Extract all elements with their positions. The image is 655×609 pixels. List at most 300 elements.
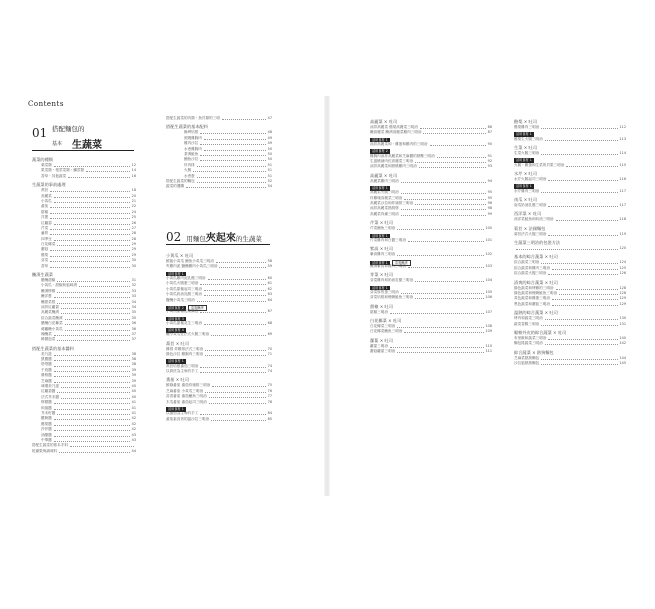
toc-entry-title: 高麗菜醃漬 <box>41 310 59 315</box>
toc-entry-title: 水煮蛋 <box>184 173 195 178</box>
toc-entry-page: 32 <box>131 283 136 288</box>
toc-entry-title: 水煮雞胸肉 <box>184 146 202 151</box>
dot-leader <box>54 436 130 437</box>
dot-leader <box>59 452 130 453</box>
variation-tag: 活用食材 1 <box>372 186 388 191</box>
toc-entry[interactable] <box>32 449 136 454</box>
dot-leader <box>541 263 617 264</box>
toc-entry[interactable] <box>166 417 272 422</box>
toc-entry-title: 味噌美乃滋 <box>41 384 59 389</box>
dot-leader <box>54 355 130 356</box>
section-heading: 溫熱的綜合蔬菜 × 吐司 <box>514 310 558 316</box>
toc-entry-title: 茶漬鮭魚 <box>184 151 199 156</box>
toc-entry-page: 71 <box>267 352 272 357</box>
toc-entry-title: 水芹雞肉三明治 <box>514 188 540 193</box>
dot-leader <box>50 207 129 208</box>
toc-entry-page: 51 <box>267 168 272 173</box>
dot-leader <box>50 267 129 268</box>
toc-entry-page: 103 <box>485 263 492 268</box>
toc-entry-page: 27 <box>131 225 136 230</box>
toc-entry-page: 120 <box>619 246 626 251</box>
toc-entry-title: 芹菜鮪魚三明治 <box>370 226 396 231</box>
section-heading: 芹菜 × 吐司 <box>370 220 393 226</box>
dot-leader <box>61 387 130 388</box>
toc-entry[interactable] <box>514 203 626 208</box>
toc-entry-page: 84 <box>267 411 272 416</box>
toc-entry-title: 酪梨生火腿三明治 <box>514 136 543 141</box>
toc-entry-page: 51 <box>267 162 272 167</box>
toc-entry-title: 小黃瓜奶油乳酪三明治 <box>166 292 202 297</box>
dot-leader <box>57 392 129 393</box>
toc-entry-title: 綜合蔬菜醃漬 <box>41 315 63 320</box>
toc-entry-title: 醃高麗菜 醃漬高麗菜雞肉三明治 <box>370 130 422 135</box>
dot-leader <box>390 347 484 348</box>
section-heading: 紫高 × 吐司 <box>370 246 393 252</box>
toc-entry-page: 40 <box>131 394 136 399</box>
toc-entry[interactable] <box>370 164 492 169</box>
toc-entry-title: 蘑菇 <box>41 247 49 252</box>
toc-entry[interactable] <box>514 271 626 276</box>
toc-entry-title: 黑色蔬菜和蘑菇三明治 <box>514 301 550 306</box>
toc-entry-title: 烤肉和蔬菜三明治 <box>514 316 543 321</box>
toc-entry[interactable] <box>370 329 492 334</box>
toc-entry-page: 70 <box>267 346 272 351</box>
toc-entry-page: 95 <box>487 195 492 200</box>
variation-tag: 活用食材 1 <box>516 158 532 163</box>
toc-entry-page: 48 <box>267 130 272 135</box>
toc-entry[interactable] <box>166 332 272 337</box>
toc-entry-page: 28 <box>131 231 136 236</box>
toc-entry-page: 87 <box>487 130 492 135</box>
dot-leader <box>70 446 134 447</box>
toc-entry-page: 34 <box>131 304 136 309</box>
toc-entry-title: 白花椰菜鮪魚三明治 <box>370 329 403 334</box>
dot-leader <box>401 182 486 183</box>
toc-entry-title: 小黃瓜火腿蛋三明治 <box>166 281 199 286</box>
toc-entry-title: 火腿・雞蛋和生菜的貝果三明治 <box>514 162 565 167</box>
dot-leader <box>197 166 266 167</box>
toc-entry-page: 38 <box>131 351 136 356</box>
chapter1-rule <box>32 150 134 151</box>
toc-entry-page: 128 <box>619 285 626 290</box>
toc-entry[interactable] <box>32 264 136 269</box>
dot-leader <box>200 155 265 156</box>
toc-entry-page: 26 <box>131 220 136 225</box>
section-heading: 菊苣 × 法國麵包 <box>514 225 546 231</box>
dot-leader <box>193 171 265 172</box>
dot-leader <box>57 414 129 415</box>
section-heading: 番茄 × 吐司 <box>166 377 189 383</box>
toc-entry-title: 炸雞塊高麗菜三明治 <box>370 195 403 200</box>
toc-entry-page: 29 <box>131 247 136 252</box>
dot-leader <box>200 284 265 285</box>
dot-leader <box>216 262 266 263</box>
section-heading: 南瓜 × 吐司 <box>514 196 537 202</box>
toc-entry-page: 129 <box>619 301 626 306</box>
dot-leader <box>54 371 130 372</box>
toc-entry-page: 16 <box>131 173 136 178</box>
toc-entry[interactable] <box>514 341 626 346</box>
toc-entry-page: 74 <box>267 369 272 373</box>
toc-entry-title: 蔬菜香腸三明治 <box>514 321 540 326</box>
dot-leader <box>57 303 129 304</box>
toc-entry-page: 78 <box>267 399 272 404</box>
toc-entry[interactable] <box>514 137 626 142</box>
toc-entry-title: 沙拉風熱狗麵包 <box>514 361 540 366</box>
toc-entry-page: 42 <box>131 416 136 421</box>
toc-entry-page: 31 <box>131 278 136 283</box>
toc-entry-page: 41 <box>131 405 136 410</box>
chapter2-title-b: 的生蔬菜 <box>235 235 262 243</box>
toc-entry-page: 58 <box>267 258 272 263</box>
dot-leader <box>204 139 266 140</box>
toc-entry-page: 43 <box>131 432 136 437</box>
dot-leader <box>548 206 617 207</box>
section-heading: 小黃瓜 × 吐司 <box>166 253 194 258</box>
toc-entry[interactable] <box>166 369 272 374</box>
toc-entry-title: 涼拌紅蘿蔔 <box>41 304 59 309</box>
toc-entry-page: 95 <box>487 190 492 195</box>
dot-leader <box>222 119 266 120</box>
dot-leader <box>548 235 617 236</box>
toc-entry[interactable] <box>370 295 492 300</box>
toc-entry-title: 千島醬 <box>41 367 52 372</box>
dot-leader <box>57 340 129 341</box>
toc-entry-title: 乾燥果與調味料 <box>32 448 58 453</box>
dot-leader <box>54 240 130 241</box>
toc-column-4 <box>514 116 626 367</box>
toc-entry-page: 22 <box>131 204 136 209</box>
toc-entry-page: 116 <box>619 176 626 181</box>
variation-tag: 活用食材 1 <box>372 233 388 238</box>
dot-leader <box>54 403 130 404</box>
dot-leader <box>54 297 130 298</box>
toc-entry-title: 芝麻番茄 小黃瓜三明治 <box>166 388 204 393</box>
toc-entry[interactable] <box>514 189 626 194</box>
toc-entry-page: 86 <box>487 124 492 129</box>
toc-entry-title: 醃漬檸檬 <box>41 288 56 293</box>
dot-leader <box>204 150 266 151</box>
toc-entry-page: 60 <box>267 275 272 280</box>
toc-entry[interactable] <box>514 217 626 222</box>
toc-entry[interactable] <box>514 246 626 251</box>
toc-entry-title: 羅勒醬 <box>41 416 52 421</box>
toc-entry-page: 110 <box>485 343 492 348</box>
dot-leader <box>50 234 129 235</box>
toc-entry-page: 111 <box>485 349 492 354</box>
variation-tag: 活用食材 3 <box>168 316 184 321</box>
toc-entry[interactable] <box>166 116 272 121</box>
toc-entry-title: 番茄 <box>41 204 49 209</box>
section-heading: 搭配生蔬菜的基本醬料 <box>32 345 74 351</box>
toc-entry-page: 29 <box>131 242 136 247</box>
toc-entry-page: 54 <box>267 184 272 189</box>
toc-entry[interactable] <box>514 361 626 366</box>
dot-leader <box>200 133 265 134</box>
toc-entry-title: 芽菜厚煎蛋三明治 <box>370 289 399 294</box>
dot-leader <box>205 350 266 351</box>
chapter1-title-pre: 基本 <box>52 141 63 147</box>
toc-entry-page: 93 <box>487 164 492 169</box>
toc-entry-page: 126 <box>619 271 626 276</box>
dot-leader <box>205 355 266 356</box>
toc-entry-title: 雞排 炸雞排法式三明治 <box>166 346 204 351</box>
toc-entry-title: 涼拌高麗菜和・雞蛋和雞肉的三明治 <box>370 141 428 146</box>
toc-entry-title: 小黃瓜甜椒花生三明治 <box>166 320 202 325</box>
dot-leader <box>50 250 129 251</box>
toc-entry-title: 芽菜 <box>41 258 49 263</box>
dot-leader <box>50 256 129 257</box>
chapter2-number: 02 <box>166 230 182 244</box>
toc-entry-title: 以萵苣為主角的手工 <box>166 369 199 373</box>
variation-tag: 活用食材 1 <box>516 132 532 137</box>
toc-entry-page: 115 <box>619 162 626 167</box>
toc-entry-title: 綜合蔬菜和雞肉三明治 <box>514 265 550 270</box>
dot-leader <box>200 414 265 415</box>
toc-entry-title: 綠色蔬菜和煙燻鮭魚三明治 <box>514 291 558 296</box>
toc-entry-title: 小黃瓜雞肉泥乳酪三明治 <box>166 275 206 280</box>
toc-entry-title: 白花椰菜三明治 <box>370 323 396 328</box>
dot-leader <box>516 249 618 250</box>
toc-entry-title: 小黃瓜・甜椒和風味漬 <box>41 283 77 288</box>
toc-entry-page: 34 <box>131 299 136 304</box>
toc-entry-page: 12 <box>131 162 136 167</box>
toc-entry-title: 辣醃菜 <box>41 331 52 336</box>
toc-entry-page: 36 <box>131 326 136 331</box>
toc-entry-title: 甜椒 <box>41 209 49 214</box>
toc-entry-page: 29 <box>131 252 136 257</box>
dot-leader <box>54 430 130 431</box>
dot-leader <box>404 332 483 333</box>
dot-leader <box>437 157 486 158</box>
toc-entry-page: 47 <box>267 115 272 120</box>
toc-entry-page: 63 <box>267 292 272 297</box>
toc-entry-title: 搭配生蔬菜的肉類・魚貝類的三明 <box>166 115 220 120</box>
dot-leader <box>61 308 130 309</box>
dot-leader <box>50 218 129 219</box>
chapter2-heading <box>166 226 262 245</box>
toc-entry-page: 35 <box>131 310 136 315</box>
toc-entry-title: 白花椰菜 <box>41 242 56 247</box>
variation-subtag: 清爽醃漬 <box>188 305 207 311</box>
toc-entry[interactable] <box>514 232 626 237</box>
toc-entry-title: 布里歐和蔬菜三明治 <box>514 335 547 340</box>
toc-entry-title: 高麗菜 <box>41 193 52 198</box>
variation-tag: 活用食材 1 <box>372 260 388 265</box>
dot-leader <box>541 128 617 129</box>
dot-leader <box>397 229 483 230</box>
dot-leader <box>61 398 130 399</box>
toc-entry-title: 涼拌高麗菜熱狗堡 <box>370 206 399 211</box>
dot-leader <box>57 292 129 293</box>
toc-entry-page: 105 <box>485 289 492 294</box>
dot-leader <box>390 313 484 314</box>
dot-leader <box>54 376 130 377</box>
toc-entry-page: 37 <box>131 331 136 336</box>
toc-entry-title: 水芹火腿起司三明治 <box>514 176 547 181</box>
toc-entry-title: 菊苣法式火腿三明治 <box>514 231 547 236</box>
chapter1-title-big: 生蔬菜 <box>72 140 102 151</box>
toc-entry-title: 蔬菜的選購 <box>166 184 184 189</box>
toc-entry-page: 14 <box>131 168 136 173</box>
toc-entry-title: 鮮蔬小黃瓜 鮪魚小黃瓜三明治 <box>166 258 214 263</box>
toc-entry-title: 中華醬 <box>41 437 52 442</box>
toc-entry-title: 甜椒三明治 <box>370 309 388 314</box>
toc-entry[interactable] <box>370 310 492 315</box>
dot-leader <box>552 299 618 300</box>
toc-entry[interactable] <box>514 322 626 327</box>
toc-entry-page: 92 <box>487 158 492 163</box>
toc-entry-title: 蘆筍 <box>41 231 49 236</box>
toc-entry-page: 25 <box>131 215 136 220</box>
toc-entry-title: 西洋菜鮭魚和奶油三明治 <box>514 217 554 222</box>
dot-leader <box>65 330 130 331</box>
toc-entry-title: 莎莎醬 <box>41 427 52 432</box>
toc-entry-page: 36 <box>131 321 136 326</box>
toc-entry-title: 紅蘿蔔醬 <box>41 389 56 394</box>
toc-entry-title: 涼拌高麗菜和照燒雞肉三明治 <box>370 164 417 169</box>
section-heading: 生蔬菜的事前處理 <box>32 182 66 188</box>
dot-leader <box>401 209 486 210</box>
toc-entry-page: 74 <box>267 363 272 368</box>
dot-leader <box>401 293 484 294</box>
toc-entry-title: 麵包捲蔬菜三明治 <box>514 341 543 346</box>
toc-entry-title: 四季豆 <box>41 236 52 241</box>
toc-entry-page: 49 <box>267 141 272 146</box>
section-heading: 萵苣 × 吐司 <box>166 340 189 346</box>
dot-leader <box>54 425 130 426</box>
section-heading: 醃漬生蔬菜 <box>32 272 53 278</box>
dot-leader <box>200 160 265 161</box>
dot-leader <box>556 289 618 290</box>
toc-entry-page: 77 <box>267 394 272 399</box>
toc-entry[interactable] <box>514 302 626 307</box>
dot-leader <box>408 241 484 242</box>
toc-entry[interactable] <box>370 349 492 354</box>
dot-leader <box>54 224 130 225</box>
toc-entry-title: 黃色蔬菜和雞蛋三明治 <box>514 296 550 301</box>
toc-entry-page: 113 <box>619 136 626 141</box>
toc-entry-page: 130 <box>619 316 626 321</box>
dot-leader <box>54 166 130 167</box>
dot-leader <box>54 202 130 203</box>
dot-leader <box>204 290 266 291</box>
dot-leader <box>219 267 265 268</box>
toc-entry-page: 91 <box>487 153 492 158</box>
variation-tag: 活用食材 1 <box>372 137 388 142</box>
toc-entry-page: 30 <box>131 263 136 268</box>
toc-entry-page: 118 <box>619 217 626 222</box>
toc-entry-title: 蒔蘿醃小黃瓜 <box>41 326 63 331</box>
toc-entry-title: 芽菜培根和煙燻鮭魚三明治 <box>370 295 414 300</box>
toc-entry[interactable] <box>370 264 492 269</box>
toc-entry-title: 芝麻菜熱狗麵包 <box>514 355 540 360</box>
toc-entry-title: 酪梨 <box>41 252 49 257</box>
dot-leader <box>61 313 130 314</box>
toc-entry-page: 21 <box>131 198 136 203</box>
dot-leader <box>408 267 484 268</box>
dot-leader <box>552 269 618 270</box>
dot-leader <box>65 319 130 320</box>
dot-leader <box>54 409 130 410</box>
dot-leader <box>415 281 483 282</box>
toc-column-2b <box>166 250 272 422</box>
toc-entry-title: 萵苣 <box>41 188 49 193</box>
variation-tag: 活用食材 1 <box>168 406 184 411</box>
toc-entry-title: 生菜火腿三明治 <box>514 150 540 155</box>
toc-entry-page: 33 <box>131 294 136 299</box>
toc-entry-title: 小黃瓜甜椒起司三明治 <box>166 286 202 291</box>
book-gutter <box>324 96 330 496</box>
toc-entry-title: 酥烤培根 <box>184 130 199 135</box>
contents-label: Contents <box>28 100 64 108</box>
dot-leader <box>548 339 617 340</box>
toc-entry-title: 萵苣培根番茄三明治 <box>166 363 199 368</box>
toc-entry-title: 美乃滋 <box>41 351 52 356</box>
toc-entry-page: 37 <box>131 337 136 342</box>
toc-entry[interactable] <box>370 212 492 217</box>
toc-entry[interactable] <box>32 337 136 342</box>
dot-leader <box>54 419 130 420</box>
dot-leader <box>545 344 618 345</box>
dot-leader <box>397 352 483 353</box>
toc-entry-title: 照燒雞胸肉 <box>184 135 202 140</box>
toc-entry-page: 20 <box>131 193 136 198</box>
toc-entry[interactable] <box>166 184 272 189</box>
toc-entry-title: 醃漬紫高和雞肉三明治 <box>370 263 406 268</box>
section-heading: 鬆軟外皮的綜合蔬菜 × 吐司 <box>514 329 567 335</box>
toc-entry-page: 145 <box>619 361 626 366</box>
toc-entry-title: 塔塔醬 <box>41 362 52 367</box>
dot-leader <box>200 372 265 373</box>
section-heading: 蔬菜的種類 <box>32 157 53 162</box>
toc-entry-page: 39 <box>131 373 136 378</box>
variation-tag: 活用食材 2 <box>372 149 388 154</box>
section-heading: 甜椒 × 吐司 <box>370 303 393 309</box>
section-heading: 生蔬菜三明治的包裝方法 <box>514 240 561 246</box>
section-heading: 白花椰菜 × 吐司 <box>370 317 402 323</box>
toc-entry-page: 76 <box>267 388 272 393</box>
section-heading: 水芹 × 吐司 <box>514 170 537 176</box>
dot-leader <box>211 420 266 421</box>
dot-leader <box>419 167 486 168</box>
chapter1-heading <box>32 122 102 151</box>
dot-leader <box>397 255 483 256</box>
toc-entry-title: 香草 <box>41 263 49 268</box>
section-heading: 酪梨 × 吐司 <box>514 119 537 124</box>
toc-entry-page: 98 <box>487 206 492 211</box>
dot-leader <box>54 366 130 367</box>
dot-leader <box>211 335 266 336</box>
toc-entry[interactable] <box>370 238 492 243</box>
toc-entry-title: 涼拌高麗菜 酪梨高麗菜三明治 <box>370 124 418 129</box>
toc-entry[interactable] <box>32 174 136 179</box>
toc-entry-title: 洋蔥 <box>41 215 49 220</box>
toc-entry-title: 蘿蔔三明治 <box>370 343 388 348</box>
dot-leader <box>559 294 617 295</box>
dot-leader <box>54 197 130 198</box>
toc-entry-title: 優格醬 <box>41 373 52 378</box>
toc-entry-page: 108 <box>485 323 492 328</box>
toc-column-1 <box>32 154 136 454</box>
chapter1-number: 01 <box>32 126 48 140</box>
toc-entry-page: 64 <box>267 297 272 302</box>
toc-entry-title: 醋醃白花椰菜 <box>41 321 63 326</box>
dot-leader <box>541 364 617 365</box>
dot-leader <box>54 360 130 361</box>
toc-entry-title: 凱撒醬 <box>41 357 52 362</box>
toc-entry[interactable] <box>514 163 626 168</box>
